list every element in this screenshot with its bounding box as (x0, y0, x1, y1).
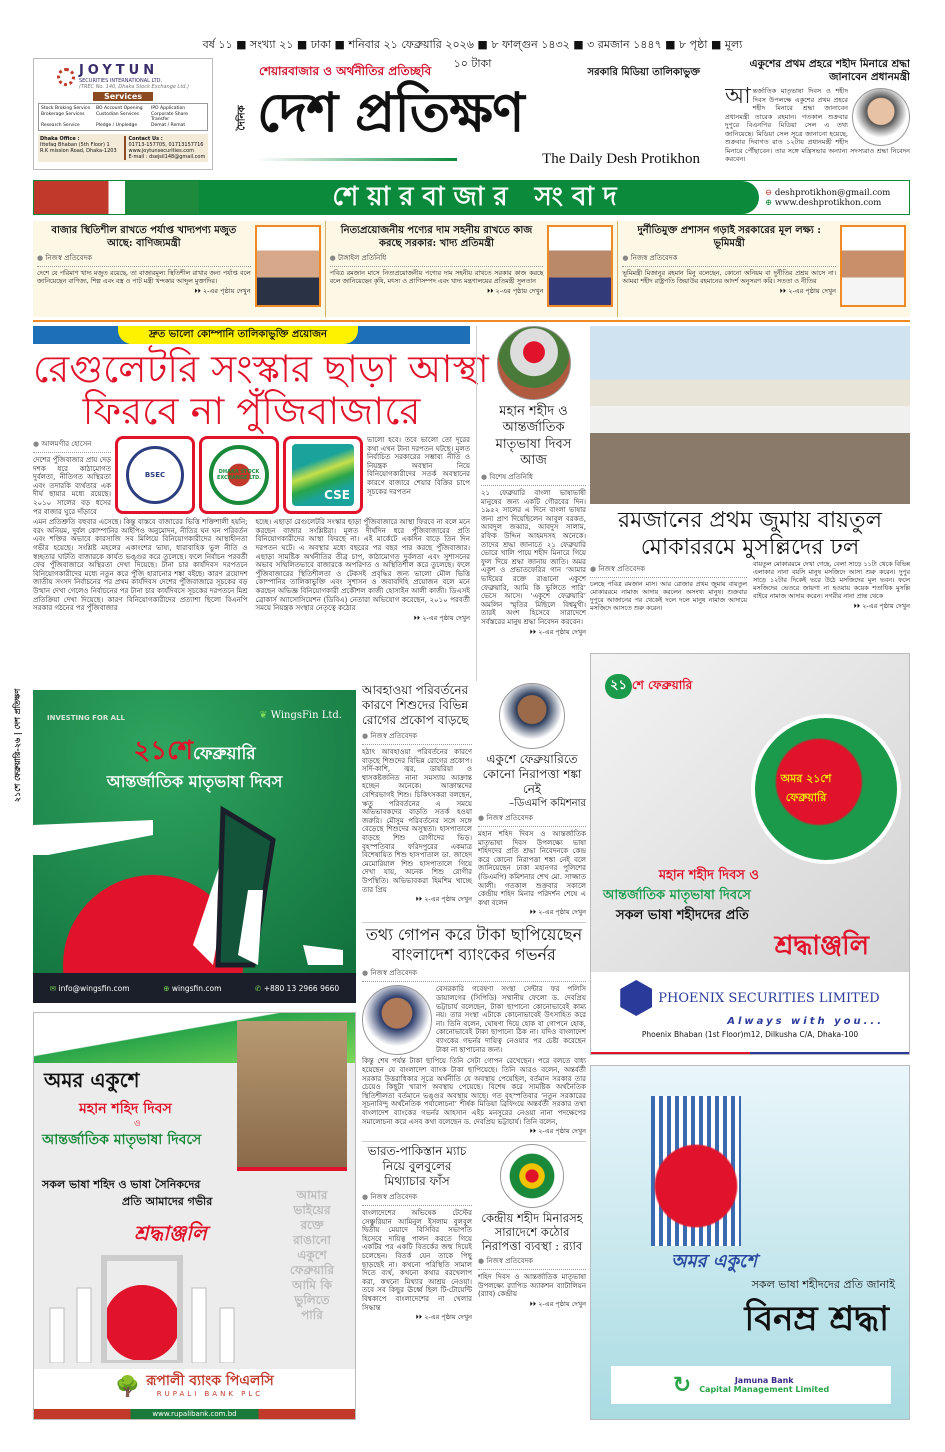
story-headline[interactable]: রমজানের প্রথম জুমায় বায়তুল (617, 508, 883, 533)
story-body: দেশের পুঁজিবাজার প্রায় দেড় দশক ধরে কাঠামোগত দুর্বলতা, নীতিগত অস্থিরতা এবং তদারকি ব্যর্থতার এক দীর্ঘ ছায়ার মধ্যে রয়েছে। ২০১০ সালের বড় ধসের পর বাজার ঘুরে দাঁড়াবে (33, 456, 111, 516)
story-body: চলছে পবিত্র রমজান মাস। আর রোজার প্রথম জুমায় বায়তুল মোকাররমে নামাজ আদায় করলেন অসংখ্য মানুষ। শুক্রবার দুপুরে আজানের পর থেকেই দলে দলে মানুষ নামাজ আদায়ে মসজিদে আসতে শুরু করেন। (590, 581, 747, 612)
bank-name-en: RUPALI BANK PLC (156, 1390, 264, 1398)
logo-cse (283, 436, 363, 514)
continued-link[interactable]: ⏵⏵ ২-এর পৃষ্ঠায় দেখুন (415, 1313, 472, 1322)
contact-label: Contact Us : (128, 136, 163, 142)
continued-link[interactable]: ⏵⏵ ২-এর পৃষ্ঠায় দেখুন (529, 908, 586, 917)
date-num: ২১ (605, 674, 632, 699)
lead-headline[interactable]: রেগুলেটরি সংস্কার ছাড়া আস্থা (33, 347, 489, 391)
lead-story[interactable] (33, 326, 489, 686)
poem-line: ভুলিতে (294, 1293, 330, 1307)
attribution: –ডিএমপি কমিশনার (509, 798, 586, 809)
shaheed-minar-graphic (651, 1096, 741, 1246)
strip-story[interactable] (33, 221, 326, 317)
byline: ● নিজস্ব প্রতিবেদক (37, 252, 251, 267)
story-headline[interactable]: মোকাররমে মুসল্লিদের ঢল (640, 535, 860, 560)
share-market-banner (33, 180, 910, 215)
jumma-story[interactable] (590, 326, 910, 651)
side-strip (10, 650, 28, 840)
masthead-prefix: দৈনিক (237, 105, 248, 131)
jamuna-bank-ad[interactable] (590, 1065, 910, 1420)
poem-line: পারি (301, 1308, 323, 1322)
globe-icon: ⊕ (765, 197, 773, 208)
shaheed-minar-photo (497, 326, 571, 400)
story-headline[interactable]: ভারত-পাকিস্তান ম্যাচ নিয়ে বুলবুলের মিথ্যাচার ফাঁস (367, 1144, 467, 1189)
phone-link[interactable] (255, 984, 339, 993)
service-item: BO Account Opening (96, 106, 143, 111)
story-body: মহান শহিদ দিবস ও আন্তর্জাতিক মাতৃভাষা দিবস উপলক্ষ্যে ভাষা শহিদদের প্রতি শ্রদ্ধা নিবেদনকে কেন্দ্র করে কোনো নিরাপত্তা শঙ্কা নেই বলে জানিয়েছেন ঢাকা মহানগর পুলিশের (ডিএমপি) কমিশনার শেখ মো. সাজ্জাত আলী। গতকাল শুক্রবার সকালে কেন্দ্রীয় শহিদ মিনার পরিদর্শন শেষে এ কথা বলেন (478, 830, 586, 907)
jamuna-logo-icon: ↻ (672, 1372, 692, 1398)
story-body: ভালো হবে। তবে ভালো তো দূরের কথা এখন টানা দরপতন ঘটছে। মূলত নির্বাচিত সরকারের সম্ভাব্য নীতি ও নিয়ন্ত্রক অবস্থান নিয়ে বিনিয়োগকারীদের সতর্ক অবস্থানের কারণে বাজারে শেয়ার বিক্রির চাপে সূচকের দরপতন (367, 436, 470, 496)
dateline: বর্ষ ১১ ■ সংখ্যা ২১ ■ ঢাকা ■ শনিবার ২১ ফেব্রুয়ারি ২০২৬ ■ ৮ ফাল্গুন ১৪৩২ ■ ৩ রমজান ১৪৪৭ ■ ৮ পৃষ্ঠা ■ মূল্য ১০ টাকা (202, 38, 743, 70)
minister-photo (840, 225, 906, 307)
story-headline[interactable]: আবহাওয়া পরিবর্তনের কারণে শিশুদের বিভিন্ন রোগের প্রকোপ বাড়ছে (362, 683, 469, 727)
story-headline[interactable]: তথ্য গোপন করে টাকা ছাপিয়েছেন (365, 925, 583, 945)
mail-icon: ✉ (49, 983, 57, 993)
logo-bsec (115, 436, 195, 514)
continued-link[interactable]: ⏵⏵ ২-এর পৃষ্ঠায় দেখুন (529, 1299, 586, 1308)
story-headline[interactable]: নিত্যপ্রয়োজনীয় পণ্যের দাম সহনীয় রাখতে কাজ করছে সরকার: খাদ্য প্রতিমন্ত্রী (340, 225, 533, 249)
ad-big-text: শ্রদ্ধাঞ্জলি (134, 1221, 207, 1245)
jamuna-company: Capital Management Limited (699, 1385, 830, 1394)
byline: ● নিজস্ব প্রতিবেদক (590, 563, 747, 578)
bank-name-bn: রূপালী ব্যাংক পিএলসি (146, 1373, 274, 1389)
joytun-logo-icon (57, 68, 75, 86)
middle-column (362, 683, 586, 1443)
dmp-commissioner-photo (499, 683, 565, 749)
ad-line: সকল ভাষা শহীদদের প্রতি (616, 908, 749, 923)
email-icon: ⊖ (765, 187, 773, 198)
service-item: Corporate Share Transfer (151, 112, 188, 122)
masthead-green-rule (257, 158, 457, 161)
bsec-logo-text: BSEC (126, 446, 184, 504)
email-link[interactable] (765, 188, 909, 198)
masthead-tagline-right: সরকারি মিডিয়া তালিকাভুক্ত (587, 67, 700, 78)
byline: ● নিজস্ব প্রতিবেদক (362, 1191, 472, 1206)
continued-link[interactable]: ⏵⏵ ২-এর পৃষ্ঠায় দেখুন (779, 287, 837, 295)
story-body: এমন প্রতিশ্রুতি বহুবার এসেছে। কিন্তু বাস্তবে বাজারের ভিত্তি শক্তিশালী হয়নি; বরং অনিয়ম, দুর্বল কোম্পানির আইপিও অনুমোদন, নীতির ঘন ঘন পরিবর্তন এবং শক্তির অভাবে কারসাজি সব মিলিয়ে বিনিয়োগকারীদের আস্থাহীনতা গভীর হয়েছে। সংশ্লিষ্ট মহলের একাংশের ভাষ্য, ধারাবাহিক ভুল নীতি ও স্বচ্ছতার ঘাটতি বাজারকে কার্যত ভঙ্গুর করে তুলেছে। ফলে নির্বাচন পরবর্তী ফের পুঁজিবাজারে অস্থিরতা দেখা দিয়েছে। টানা চার কার্যদিবস দরপতনে বিনিয়োগকারীদের মধ্যে নতুন করে পুঁজি হারানোর শঙ্কা বইছে। কারণ ত্রয়োদশ জাতীয় সংসদ নির্বাচনের পর প্রথম কার্যদিবস দেশের পুঁজিবাজারে সূচকের বড় উত্থান দেখা গেলেও নির্বাচনের পর টানা চার কার্যদিবসে সূচকের দরপতনে মিশ্র প্রতিক্রিয়া দেখা দিয়েছে। কারণ বিনিয়োগকারীদের প্রত্যাশা ছিলো বিএনপি সরকার গঠনের পর পুঁজিবাজার (33, 518, 248, 613)
governor-story[interactable] (362, 922, 586, 1137)
masthead (235, 58, 715, 178)
joytun-email[interactable]: E-mail : dsejsil148@gmail.com (128, 154, 206, 160)
dmp-story[interactable] (478, 683, 586, 918)
joytun-name: JOYTUN (78, 63, 159, 78)
continued-link[interactable]: ⏵⏵ ২-এর পৃষ্ঠায় দেখুন (529, 627, 586, 636)
service-item: Research Service (41, 123, 80, 128)
story-body: বায়তুল মোকাররমে দেখা গেছে, বেলা সাড়ে ১১টা থেকে বিভিন্ন এলাকার নানা বয়সি মানুষ মসজিদে আসা শুরু করেন। দুপুর সাড়ে ১২টার দিকেই ভরে উঠে মসজিদের মূল ভবন। ফলে মসজিদের ভেতরে জায়গা না হওয়ায় কয়েক শতাধিক মুসল্লি বাইরে নামাজ আদায় করেন। নগরীর নানা প্রান্ত থেকে (753, 561, 910, 600)
kicker: দ্রুত ভালো কোম্পানি তালিকাভুক্তি প্রয়োজন (118, 326, 358, 344)
story-headline[interactable]: একুশে ফেব্রুয়ারিতে কোনো নিরাপত্তা শঙ্কা নেই (482, 752, 582, 796)
wingsfin-footer (33, 973, 356, 1003)
poem-line: রাঙানো (293, 1233, 331, 1247)
story-body: ন্তর্জাতিক মাতৃভাষা দিবস ও শহীদ দিবস উপলক্ষে একুশের প্রথম প্রহরে শহীদ মিনারে শ্রদ্ধা জানাবেন প্রধানমন্ত্রী তারেক রহমান। গতকাল শুক্রবার দুপুরে বিএনপির মিডিয়া সেল এ তথ্য জানিয়েছে। মিডিয়া সেল সূত্রে জানানো হয়েছে, শুক্রবার দিবাগত রাত ১২টায় প্রধানমন্ত্রী শহীদ মিনারে পৌঁছাবেন। তার সঙ্গে মন্ত্রিসভার অন্যান্য সদস্যরাও শ্রদ্ধা নিবেদন করবেন। (725, 87, 910, 164)
ad-line: সকল ভাষা শহিদ ও ভাষা সৈনিকদের (42, 1178, 201, 1191)
date-word: ফেব্রুয়ারি (193, 744, 256, 764)
poem-line: আমি কি (291, 1278, 333, 1292)
story-photo (852, 88, 910, 146)
joytun-phone: 01713-157705, 01713157716 (128, 142, 204, 148)
wingsfin-web[interactable]: wingsfin.com (171, 983, 222, 993)
shaheed-story[interactable] (476, 326, 586, 681)
lead-headline[interactable]: ফিরবে না পুঁজিবাজারে (82, 389, 421, 433)
service-item: Demat / Remat (151, 123, 186, 128)
rupali-bank-ad[interactable] (33, 1012, 356, 1420)
shaheed-minar-illustration (42, 1253, 242, 1363)
ad-line: আন্তর্জাতিক মাতৃভাষা দিবসে (42, 1132, 202, 1148)
email-link[interactable] (50, 984, 130, 993)
byline: ● নিজস্ব প্রতিবেদক (478, 1255, 586, 1270)
byline: ● নিজস্ব প্রতিবেদক (478, 812, 586, 827)
ad-line: মহান শহিদ দিবস (79, 1101, 172, 1117)
service-item: IPO Application (151, 106, 186, 111)
story-body: ২১ ফেব্রুয়ারি বাংলা ভাষাভাষী মানুষের জন্য একটি গৌরবের দিন। ১৯৫২ সালের এ দিনে বাংলা ভাষার জন্য প্রাণ দিয়েছিলেন আবুল বরকত, আবদুল জব্বার, আবদুস সালাম, রফিক উদ্দিন আহমদসহ অনেকে। তাদের শ্রদ্ধা জানাতে ২১ ফেব্রুয়ারি ভোরে খালি পায়ে শহীদ মিনারে গিয়ে ফুল দিয়ে শ্রদ্ধা জানায় জাতি। অমর একুশ ও প্রভাতফেরির গান ‘আমার ভাইয়ের রক্তে রাঙানো একুশে ফেব্রুয়ারি, আমি কি ভুলিতে পারি’ ভেসে আসে। ‘একুশে ফেব্রুয়ারি’ অমলিন স্মৃতির মিছিলে বিশ্বমুখী। তারই অংশ হিসেবে সারাদেশে সর্বস্তরের মানুষ শ্রদ্ধা নিবেদন করবেন। (481, 489, 586, 626)
shaheed-minar-illustration (33, 795, 356, 973)
joytun-ad[interactable] (33, 58, 213, 170)
bull-bear-image (34, 181, 199, 214)
byline: ● নিজস্ব প্রতিবেদক (622, 252, 836, 267)
story-body: বাংলাদেশের অভিষেক টেস্টের সেঞ্চুরিয়ান আমিনুল ইসলাম বুলবুল দ্বিতীয় মেয়াদে বিসিবির সভাপতি হিসেবে দায়িত্ব পালন করতে গিয়ে একটির পর একটি বিতর্কের জন্ম দিয়েই চলেছেন। বিতর্ক যেন তাকে পিছু ছাড়ছেই না। কখনো পরিস্থিতি সামাল দিতে ব্যর্থ, কখনো কথার বরখেলাপ করা, কখনো মিথ্যার আশ্রয় নেওয়া। তবে সব কিছুর ঊর্ধ্বে ছিল টি-টোয়েন্টি বিশ্বকাপে বাংলাদেশের না খেলার সিদ্ধান্ত (362, 1209, 472, 1312)
continued-link[interactable]: ⏵⏵ ২-এর পৃষ্ঠায় দেখুন (529, 1127, 586, 1136)
kicker-bar (33, 326, 470, 344)
ad-line: প্রতি আমাদের গভীর (122, 1195, 213, 1208)
ad-big-text: শ্রদ্ধাঞ্জলি (774, 931, 869, 961)
story-body: কিন্তু শেষ পর্যন্ত টাকা ছাপিয়ে তিনি সেটা গোপন রেখেছেন। পরে বলতে বাধ্য হয়েছেন যে বাংলাদেশ ব্যাংক টাকা ছাপিয়েছে। তিনি আরও বলেন, অন্তর্বর্তী সরকার উত্তরাধিকার সূত্রে অর্থনীতি যে অবস্থায় পেয়েছিল, বর্তমান সরকার তার চেয়েও কিছুটা খারাপ অবস্থায় পেয়েছে। বিশেষ করে সামষ্টিক অর্থনৈতিক স্থিতিশীলতা বর্তমানে ভঙ্গুর অবস্থায় আছে। গত বৃহস্পতিবার ‘নতুন সরকারের সূচনাবিন্দু অর্থনৈতিক পর্যালোচনা’ শীর্ষক মিডিয়া ব্রিফিংয়ে অন্তর্বর্তী সরকার তথা বাংলাদেশ ব্যাংকের গভর্নর আহসান এইচ মনসুরের নেওয়া নানা পদক্ষেপের সমালোচনা করে এসব কথা বলেছেন ড. দেবপ্রিয় ভট্টাচার্য। তিনি বলেন, (362, 1057, 586, 1126)
globe-icon: ⊕ (163, 983, 170, 993)
strip-story[interactable] (326, 221, 619, 317)
story-body: ভূমিমন্ত্রী মিজানুর রহমান মিনু বলেছেন, কোনো অনিয়ম বা দুর্নীতির প্রশ্রয় আসে না। আমরা শহীদ রাষ্ট্রপতি জিয়াউর রহমানের আদর্শ অনুসরণ করি। সততা ও নীতির (622, 270, 837, 285)
poem-line: একুশে (297, 1248, 327, 1262)
continued-link[interactable]: ⏵⏵ ২-এর পৃষ্ঠায় দেখুন (415, 895, 472, 904)
ad-line: আন্তর্জাতিক মাতৃভাষা দিবসে (603, 888, 751, 903)
date-num: ২১শে (133, 736, 194, 766)
poem-line: রক্তে (300, 1218, 324, 1232)
service-item: Pledge / Unpledge (96, 123, 138, 128)
economist-photo (362, 985, 432, 1055)
logo-dse (199, 436, 279, 514)
cse-logo-text: CSE (292, 444, 354, 506)
martyr-sculpture-photo (237, 1021, 347, 1171)
story-body: শহিদ দিবস ও আন্তর্জাতিক মাতৃভাষা উপলক্ষ্যে র‍্যাপিড অ্যাকশন ব্যাটালিয়ন (র‍্যাব) কেন্দ্রীয় (478, 1273, 586, 1299)
phoenix-logo-icon (620, 980, 652, 1016)
story-headline[interactable]: দুর্নীতিমুক্ত প্রশাসন গড়াই সরকারের মূল লক্ষ্য : ভূমিমন্ত্রী (637, 225, 821, 249)
byline: ● নিজস্ব প্রতিবেদক (362, 730, 472, 745)
weather-story[interactable] (362, 683, 472, 918)
rupali-web[interactable]: www.rupalibank.com.bd (34, 1409, 355, 1419)
wings-logo-icon: ❦ (259, 710, 268, 721)
story-body: বেসরকারি গবেষণা সংস্থা সেন্টার ফর পলিসি ডায়ালগের (সিপিডি) সম্মানীয় ফেলো ড. দেবপ্রিয় ভট্টাচার্য বলেছেন, টাকা ছাপানো কোনোভাবেই কাম্য নয়। তার সংস্থা এটাকে কোনোভাবেই উৎসাহিত করে না। তিনি বলেন, ঘোষণা দিয়ে হোক বা গোপনে হোক, কোনোভাবেই টাকা ছাপানো ঠিক না। যদিও বাংলাদেশ ব্যাংকের গভর্নর দায়িত্ব নেওয়ার পর চেষ্টা করেছেন টাকা না ছাপানোর জন্য। (436, 985, 586, 1054)
continued-link[interactable]: ⏵⏵ ২-এর পৃষ্ঠায় দেখুন (853, 602, 910, 610)
poem-line: আমার (296, 1188, 328, 1202)
wingsfin-phone[interactable]: +880 13 2966 9660 (263, 983, 340, 993)
services-label: Services (93, 92, 153, 101)
ad-title: অমর একুশে (671, 1251, 757, 1272)
ad-line: ও (134, 1119, 141, 1129)
wingsfin-ad[interactable] (33, 690, 356, 1003)
service-item: Brokerage Services (41, 112, 85, 117)
story-body: পবিত্র রমজান মাসে নিত্যপ্রয়োজনীয় পণ্যের দাম সহনীয় রাখতে সরকার কাজ করছে বলে জানিয়েছেন কৃষি, মৎস্য ও প্রাণিসম্পদ এবং খাদ্য মন্ত্রণালয়ের প্রতিমন্ত্রী সুলতান (329, 270, 544, 285)
ad-line: মহান শহীদ দিবস ও (658, 868, 759, 883)
orange-divider (33, 320, 910, 322)
wingsfin-brand (259, 710, 342, 721)
minister-photo (255, 225, 321, 307)
phoenix-address: Phoenix Bhaban (1st Floor)m12, Dilkusha C/A, Dhaka-100 (641, 1030, 859, 1039)
story-headline[interactable]: কেন্দ্রীয় শহীদ মিনারসহ সারাদেশে কঠোর নিরাপত্তা ব্যবস্থা : র‍্যাব (481, 1211, 583, 1254)
continued-link[interactable]: ⏵⏵ ২-এর পৃষ্ঠায় দেখুন (413, 613, 470, 622)
office-label: Dhaka Office : (40, 136, 80, 142)
flag-circle (751, 714, 901, 864)
banner-title: শেয়ারবাজার সংবাদ (199, 181, 759, 214)
joytun-web[interactable]: www.joytunsecurities.com (128, 148, 194, 154)
rab-story[interactable] (478, 1144, 586, 1323)
service-item: Stock Broking Service (41, 106, 91, 111)
cricket-story[interactable] (362, 1144, 472, 1323)
circle-text: অমর ২১শে ফেব্রুয়ারি (780, 772, 832, 804)
joytun-trec: (TREC No. 140, Dhaka Stock Exchange Ltd.) (78, 84, 190, 90)
jamuna-company: Jamuna Bank (734, 1376, 794, 1385)
date-word: শে ফেব্রুয়ারি (631, 677, 693, 692)
phone-icon: ✆ (255, 983, 262, 993)
service-item: Custodian Services (96, 112, 139, 117)
ad-poem (279, 1188, 345, 1323)
side-strip-text: ২১শে ফেব্রুয়ারি-২৬ | দেশ প্রতিক্ষণ (13, 688, 23, 802)
minister-photo (547, 225, 613, 307)
story-strip (33, 221, 910, 317)
story-headline[interactable]: একুশের প্রথম প্রহরে শহীদ মিনারে শ্রদ্ধা জানাবেন প্রধানমন্ত্রী (749, 58, 910, 84)
dse-logo-text: DHAKA STOCK EXCHANGE LTD. (209, 445, 269, 505)
byline: ● নিজস্ব প্রতিবেদক (362, 967, 586, 982)
masthead-title: দেশ প্রতিক্ষণ (257, 80, 524, 144)
banner-website[interactable]: www.deshprotikhon.com (774, 197, 882, 208)
masthead-tagline-left: শেয়ারবাজার ও অর্থনীতির প্রতিচ্ছবি (259, 64, 432, 78)
story-headline[interactable]: বাংলাদেশ ব্যাংকের গভর্নর (392, 945, 556, 965)
story-body: দেশে যে পরিমাণ খাদ্য মজুত রয়েছে, তা বাজারমূল্য স্থিতিশীল রাখার জন্য পর্যাপ্ত বলে জানিয়েছেন বাণিজ্য, শিল্প এবং বস্ত্র ও পাট মন্ত্রী খন্দকার আব্দুল মুক্তাদির। (37, 270, 251, 285)
rab-logo (500, 1144, 564, 1208)
masthead-prefix-wrap (235, 93, 251, 143)
wingsfin-title: আন্তর্জাতিক মাতৃভাষা দিবস (106, 772, 283, 791)
masthead-english: The Daily Desh Protikhon (542, 151, 700, 167)
story-headline[interactable]: মহান শহীদ ও আন্তর্জাতিক মাতৃভাষা দিবস আজ (495, 404, 572, 468)
wingsfin-tag: INVESTING FOR ALL (47, 714, 126, 722)
continued-link[interactable]: ⏵⏵ ২-এর পৃষ্ঠায় দেখুন (486, 287, 544, 295)
wingsfin-email[interactable]: info@wingsfin.com (58, 983, 130, 993)
banner-email[interactable]: deshprotikhon@gmail.com (774, 187, 891, 198)
story-headline[interactable]: বাজার স্থিতিশীল রাখতে পর্যাপ্ত খাদ্যপণ্য মজুত আছে: বাণিজ্যমন্ত্রী (51, 225, 237, 249)
joytun-sub: SECURITIES INTERNATIONAL LTD. (78, 78, 163, 84)
ad-title: অমর একুশে (44, 1068, 140, 1092)
web-link[interactable] (765, 198, 909, 208)
wingsfin-brand-name: WingsFin Ltd. (270, 710, 342, 721)
phoenix-slogan: Always with you... (727, 1016, 884, 1027)
services-list (38, 103, 208, 131)
poem-line: ভাইয়ের (293, 1203, 331, 1217)
continued-link[interactable]: ⏵⏵ ২-এর পৃষ্ঠায় দেখুন (194, 287, 251, 295)
strip-story[interactable] (618, 221, 910, 317)
byline: ● বিশেষ প্রতিনিধি (481, 471, 586, 486)
phoenix-ad[interactable] (590, 653, 910, 1055)
story-body: হচ্ছে। এছাড়া রেগুলেটরি সংস্কার ছাড়া পুঁজিবাজারে আস্থা ফিরবে না বলে মনে করছেন বাজার সংশ্লিষ্টরা। মূলত দীর্ঘদিন ধরে পুঁজিবাজারের প্রতি বিনিয়োগকারীদের আস্থা ফিরছে না। এই মার্কেটে একদিন বাড়ে তিন দিন দরপতন ঘটে। এ অবস্থার মধ্যে বছরের পর বছর পার করছে পুঁজিবাজার। এছাড়া সামষ্টিক অর্থনীতির তীব্র চাপ, কাঠামোগত দুর্বলতা এবং সুশাসনের অভাব সম্মিলিতভাবে বাজারকে অপরিণত ও অস্থিতিশীল করে তুলেছে। ফলে পুঁজিবাজারের স্থিতিশীলতা ও টেকসই প্রবৃদ্ধির জন্য ভালো মৌল ভিত্তি কোম্পানির তালিকাভুক্তি এবং সুশাসন ও জবাবদিহি প্রয়োজন বলে মনে করছেন অভিজ্ঞ বিনিয়োগকারী প্রকৌশল কাজী হোসাইন আলী কাজী। ডিএসই ব্রোকার্স অ্যাসোসিয়েশন (ডিবিএ) নেতারা অভিযোগ করেছেন, ২০১০ পরবর্তী সময়ে নিয়ন্ত্রক সংস্থার নেতৃত্বে কঠোর (255, 518, 470, 613)
banyan-tree-icon: 🌳 (115, 1374, 141, 1398)
web-link[interactable] (163, 984, 221, 993)
phoenix-company: PHOENIX SECURITIES LIMITED (658, 990, 880, 1006)
ad-line: সকল ভাষা শহীদদের প্রতি জানাই (751, 1278, 895, 1291)
byline: ● টাঙ্গাইল প্রতিনিধি (330, 252, 544, 267)
top-right-story[interactable] (725, 58, 910, 178)
poem-line: ফেব্রুয়ারি (289, 1263, 335, 1277)
story-body: হঠাৎ আবহাওয়া পরিবর্তনের কারণে বাড়ছে শিশুদের বিভিন্ন রোগের প্রকোপ। সর্দি-কাশি, জ্বর, ডায়রিয়া ও শ্বাসকষ্টজনিত নানা সমস্যায় আক্রান্ত হচ্ছেন অনেকে। আক্রান্তদের বেশিরভাগই শিশু। চিকিৎসকরা বলছেন, ঋতু পরিবর্তনের এ সময়ে অভিভাবকদের বাড়তি সতর্ক হওয়া জরুরি। মৌসুম পরিবর্তনের সঙ্গে সঙ্গে বেড়েছে শিশুদের অসুস্থতা। হাসপাতালে বাড়ছে শিশু রোগীদের ভিড়। বৃহস্পতিবার ফরিদপুরের একমাত্র বিশেষায়িত শিশু হাসপাতাল ডা. জাহেদ মেমোরিয়াল শিশু হাসপাতালে গিয়ে দেখা যায়, অনেক শিশু রোগীর উপস্থিতি। অভিভাবকরা হিমশিম খাচ্ছে তার প্রিয় (362, 748, 472, 894)
ad-big-text: বিনম্র শ্রদ্ধা (744, 1299, 889, 1339)
dropcap: আ (725, 84, 751, 110)
office-address: Ittefaq Bhaban (5th Floor) 1 R.K mission Road, Dhaka-1203 (40, 142, 117, 154)
mosque-prayer-photo (590, 326, 910, 504)
byline: ● আলমগীর হোসেন (33, 438, 111, 453)
